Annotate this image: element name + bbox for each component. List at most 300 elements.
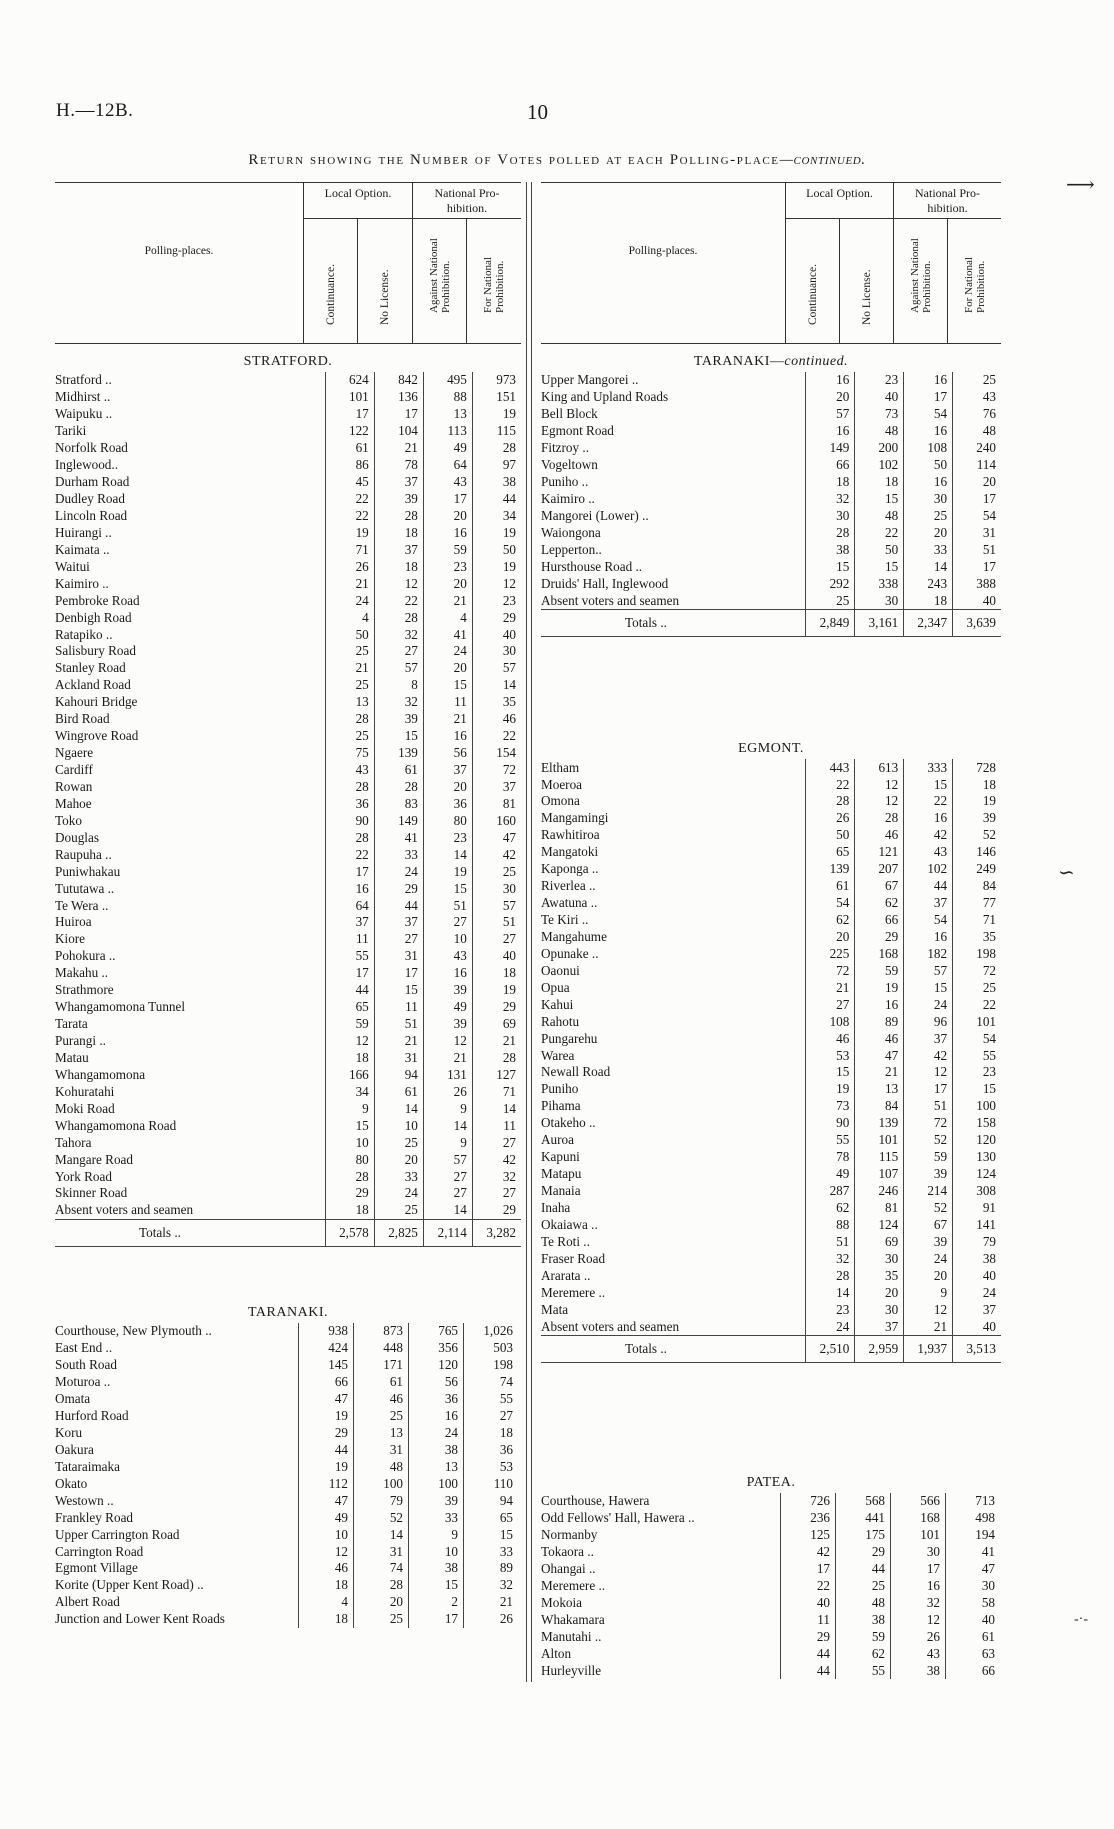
vote-count: 41 (946, 1544, 1001, 1561)
table-row (55, 1458, 518, 1475)
table-row (541, 524, 1001, 541)
vote-count: 10 (299, 1526, 354, 1543)
vote-count: 3,639 (953, 610, 1001, 637)
table-row (55, 406, 521, 423)
vote-count: 33 (409, 1509, 464, 1526)
table-row (55, 1492, 518, 1509)
table-row (541, 878, 1001, 895)
polling-place-name: Okaiawa .. (541, 1216, 598, 1232)
polling-place-name: Pembroke Road (55, 592, 140, 608)
vote-count: 17 (904, 1081, 953, 1098)
vote-count: 75 (325, 745, 374, 762)
polling-place-name: Stanley Road (55, 660, 126, 676)
vote-count: 21 (464, 1594, 519, 1611)
section-taranaki (55, 1303, 521, 1628)
polling-place-name: Whangamomona Tunnel (55, 999, 186, 1015)
vote-count: 200 (855, 440, 904, 457)
vote-count: 32 (806, 1250, 855, 1267)
polling-place-name: Kaponga .. (541, 861, 599, 877)
vote-count: 48 (855, 423, 904, 440)
vote-count: 45 (325, 474, 374, 491)
table-row (55, 1374, 518, 1391)
vote-count: 49 (806, 1166, 855, 1183)
polling-place-name: Moturoa .. (55, 1374, 111, 1390)
vote-count: 42 (781, 1544, 836, 1561)
vote-count: 10 (325, 1134, 374, 1151)
vote-count: 33 (374, 846, 423, 863)
vote-count: 24 (904, 996, 953, 1013)
section-title: EGMONT. (738, 741, 804, 757)
table-row (541, 1629, 1000, 1646)
vote-count: 31 (953, 524, 1001, 541)
table-row (55, 1323, 518, 1340)
vote-count: 3,161 (855, 610, 904, 637)
polling-place-name: Kaimata .. (55, 541, 110, 557)
table-row (55, 1185, 521, 1202)
table-row (541, 861, 1001, 878)
vote-count: 16 (904, 423, 953, 440)
vote-count: 1,026 (464, 1323, 519, 1340)
table-row (541, 962, 1001, 979)
vote-count: 1,937 (904, 1336, 953, 1363)
vote-count: 16 (806, 423, 855, 440)
vote-count: 25 (374, 1202, 423, 1219)
vote-count: 16 (904, 372, 953, 389)
polling-place-name: Purangi .. (55, 1033, 106, 1049)
polling-place-name: Totals .. (541, 610, 806, 637)
header-local-option: Local Option. (785, 183, 893, 219)
vote-count: 26 (806, 810, 855, 827)
vote-count: 18 (953, 776, 1001, 793)
vote-count: 38 (409, 1441, 464, 1458)
table-row (541, 1645, 1000, 1662)
vote-count: 338 (855, 575, 904, 592)
table-row (55, 474, 521, 491)
vote-count: 11 (374, 999, 423, 1016)
table-row (541, 929, 1001, 946)
table-row (541, 1544, 1000, 1561)
polling-place-name: Koru (55, 1424, 83, 1440)
vote-count: 20 (855, 1284, 904, 1301)
vote-count: 15 (904, 776, 953, 793)
vote-count: 2,578 (325, 1219, 374, 1246)
vote-count: 42 (472, 846, 521, 863)
vote-count: 66 (946, 1662, 1001, 1679)
table-row (55, 1117, 521, 1134)
polling-place-name: Manutahi .. (541, 1628, 602, 1644)
vote-count: 47 (299, 1492, 354, 1509)
vote-count: 104 (374, 423, 423, 440)
vote-count: 131 (423, 1066, 472, 1083)
vote-count: 20 (904, 524, 953, 541)
vote-count: 100 (354, 1475, 409, 1492)
header-polling-places: Polling-places. (144, 245, 214, 257)
vote-count: 2 (409, 1594, 464, 1611)
vote-count: 39 (374, 491, 423, 508)
vote-count: 34 (325, 1083, 374, 1100)
vote-count: 27 (464, 1408, 519, 1425)
vote-count: 17 (891, 1561, 946, 1578)
vote-count: 23 (423, 558, 472, 575)
vote-count: 102 (904, 861, 953, 878)
vote-count: 15 (953, 1081, 1001, 1098)
table-row (541, 1149, 1001, 1166)
column-divider (531, 182, 532, 1682)
polling-place-name: Makahu .. (55, 965, 109, 981)
vote-count: 32 (806, 491, 855, 508)
vote-count: 249 (953, 861, 1001, 878)
section-egmont (541, 739, 1001, 1363)
vote-count: 51 (904, 1098, 953, 1115)
table-row (55, 863, 521, 880)
polling-place-name: Kahouri Bridge (55, 694, 138, 710)
vote-count: 48 (836, 1595, 891, 1612)
table-row (55, 948, 521, 965)
polling-place-name: Awatuna .. (541, 895, 598, 911)
vote-count: 11 (472, 1117, 521, 1134)
vote-count: 35 (472, 694, 521, 711)
vote-count: 37 (953, 1301, 1001, 1318)
vote-count: 36 (423, 795, 472, 812)
vote-count: 356 (409, 1340, 464, 1357)
table-row (541, 592, 1001, 609)
vote-count: 79 (354, 1492, 409, 1509)
vote-count: 120 (409, 1357, 464, 1374)
table-row (541, 1216, 1001, 1233)
vote-count: 73 (806, 1098, 855, 1115)
vote-count: 72 (953, 962, 1001, 979)
vote-count: 17 (953, 491, 1001, 508)
polling-place-name: Rahotu (541, 1013, 580, 1029)
vote-count: 88 (806, 1216, 855, 1233)
vote-count: 40 (472, 948, 521, 965)
polling-place-name: Midhirst .. (55, 389, 111, 405)
table-row (55, 1475, 518, 1492)
vote-count: 15 (904, 979, 953, 996)
table-row (55, 982, 521, 999)
polling-place-name: Kaimiro .. (541, 491, 595, 507)
vote-count: 4 (299, 1594, 354, 1611)
table-row (541, 1081, 1001, 1098)
vote-count: 48 (953, 423, 1001, 440)
vote-count: 27 (423, 1185, 472, 1202)
vote-count: 18 (464, 1425, 519, 1442)
vote-count: 15 (325, 1117, 374, 1134)
vote-count: 31 (354, 1441, 409, 1458)
table-row (55, 643, 521, 660)
header-continuance: Continuance. (303, 219, 357, 343)
vote-count: 94 (374, 1066, 423, 1083)
vote-count: 22 (904, 793, 953, 810)
vote-count: 38 (409, 1560, 464, 1577)
polling-place-name: Matapu (541, 1166, 582, 1182)
vote-count: 25 (806, 592, 855, 609)
vote-count: 18 (299, 1611, 354, 1628)
vote-count: 62 (806, 912, 855, 929)
vote-count: 19 (472, 406, 521, 423)
vote-count: 46 (299, 1560, 354, 1577)
vote-count: 28 (325, 779, 374, 796)
vote-count: 2,959 (855, 1336, 904, 1363)
vote-count: 47 (299, 1391, 354, 1408)
vote-count: 21 (325, 575, 374, 592)
vote-count: 17 (325, 406, 374, 423)
vote-count: 100 (409, 1475, 464, 1492)
vote-count: 16 (423, 728, 472, 745)
vote-count: 22 (325, 491, 374, 508)
vote-count: 2,114 (423, 1219, 472, 1246)
header-against-np: Against National Prohibition. (893, 219, 947, 343)
table-row (541, 1030, 1001, 1047)
vote-count: 28 (806, 793, 855, 810)
table-row (541, 996, 1001, 1013)
polling-place-name: East End .. (55, 1340, 113, 1356)
vote-count: 94 (464, 1492, 519, 1509)
vote-count: 22 (472, 728, 521, 745)
vote-count: 72 (806, 962, 855, 979)
polling-place-name: Te Wera .. (55, 897, 109, 913)
vote-count: 12 (325, 1033, 374, 1050)
vote-count: 59 (836, 1629, 891, 1646)
polling-place-name: Whakamara (541, 1612, 605, 1628)
polling-place-name: Norfolk Road (55, 440, 128, 456)
vote-count: 74 (464, 1374, 519, 1391)
table-row (541, 1510, 1000, 1527)
header-polling-places: Polling-places. (628, 245, 698, 257)
vote-count: 66 (806, 457, 855, 474)
vote-count: 25 (472, 863, 521, 880)
vote-count: 52 (904, 1200, 953, 1217)
vote-count: 114 (953, 457, 1001, 474)
vote-count: 28 (325, 711, 374, 728)
table-row (55, 660, 521, 677)
vote-count: 32 (374, 626, 423, 643)
vote-count: 12 (423, 1033, 472, 1050)
vote-count: 39 (423, 982, 472, 999)
vote-count: 24 (953, 1284, 1001, 1301)
vote-count: 125 (781, 1527, 836, 1544)
vote-count: 287 (806, 1183, 855, 1200)
vote-count: 11 (423, 694, 472, 711)
vote-count: 12 (472, 575, 521, 592)
table-row (55, 1066, 521, 1083)
vote-count: 26 (423, 1083, 472, 1100)
vote-count: 168 (855, 945, 904, 962)
vote-count: 873 (354, 1323, 409, 1340)
vote-count: 102 (855, 457, 904, 474)
vote-count: 15 (423, 677, 472, 694)
vote-count: 62 (806, 1200, 855, 1217)
vote-count: 37 (904, 895, 953, 912)
polling-place-name: Egmont Road (541, 423, 614, 439)
polling-place-name: Rowan (55, 778, 93, 794)
vote-count: 32 (374, 694, 423, 711)
vote-count: 13 (409, 1458, 464, 1475)
vote-count: 65 (464, 1509, 519, 1526)
vote-count: 214 (904, 1183, 953, 1200)
polling-place-name: Manaia (541, 1183, 581, 1199)
vote-count: 69 (855, 1233, 904, 1250)
vote-count: 16 (891, 1578, 946, 1595)
vote-count: 40 (781, 1595, 836, 1612)
vote-count: 25 (904, 508, 953, 525)
vote-count: 14 (423, 1202, 472, 1219)
vote-count: 16 (409, 1408, 464, 1425)
vote-count: 198 (953, 945, 1001, 962)
vote-count: 18 (855, 474, 904, 491)
vote-count: 38 (891, 1662, 946, 1679)
vote-count: 55 (953, 1047, 1001, 1064)
vote-count: 22 (953, 996, 1001, 1013)
vote-count: 27 (806, 996, 855, 1013)
vote-count: 53 (464, 1458, 519, 1475)
vote-count: 49 (299, 1509, 354, 1526)
vote-count: 48 (354, 1458, 409, 1475)
vote-count: 225 (806, 945, 855, 962)
vote-count: 158 (953, 1115, 1001, 1132)
polling-place-name: Hurford Road (55, 1408, 129, 1424)
vote-count: 14 (472, 677, 521, 694)
polling-place-name: Raupuha .. (55, 846, 112, 862)
polling-place-name: Vogeltown (541, 457, 598, 473)
vote-count: 55 (325, 948, 374, 965)
vote-count: 24 (904, 1250, 953, 1267)
vote-count: 388 (953, 575, 1001, 592)
table-row (541, 1267, 1001, 1284)
table-row (55, 491, 521, 508)
vote-count: 36 (325, 795, 374, 812)
table-row (55, 914, 521, 931)
vote-count: 37 (423, 762, 472, 779)
polling-place-name: Mangahume (541, 928, 607, 944)
page-title (0, 152, 1114, 169)
vote-count: 65 (806, 844, 855, 861)
table-row (541, 541, 1001, 558)
vote-count: 44 (325, 982, 374, 999)
vote-count: 56 (423, 745, 472, 762)
vote-count: 25 (953, 979, 1001, 996)
vote-count: 765 (409, 1323, 464, 1340)
vote-count: 15 (423, 880, 472, 897)
table-row (55, 1441, 518, 1458)
vote-count: 42 (904, 1047, 953, 1064)
vote-count: 21 (325, 660, 374, 677)
polling-place-name: Absent voters and seamen (541, 1318, 680, 1334)
table-row (55, 508, 521, 525)
vote-count: 566 (891, 1493, 946, 1510)
polling-place-name: Absent voters and seamen (55, 1202, 194, 1218)
vote-count: 16 (904, 474, 953, 491)
vote-count: 28 (325, 1168, 374, 1185)
section-title: TARANAKI. (248, 1304, 328, 1320)
vote-count: 71 (472, 1083, 521, 1100)
vote-count: 22 (855, 524, 904, 541)
polling-place-name: Waitui (55, 558, 90, 574)
vote-count: 51 (472, 914, 521, 931)
vote-count: 243 (904, 575, 953, 592)
table-row (541, 474, 1001, 491)
polling-place-name: Tarata (55, 1016, 88, 1032)
vote-count: 14 (472, 1100, 521, 1117)
polling-place-name: Te Kiri .. (541, 912, 589, 928)
polling-place-name: Lepperton.. (541, 541, 602, 557)
vote-count: 13 (423, 406, 472, 423)
polling-place-name: Kiore (55, 931, 86, 947)
polling-place-name: Tariki (55, 423, 87, 439)
vote-count: 30 (855, 1250, 904, 1267)
vote-count: 33 (374, 1168, 423, 1185)
vote-count: 24 (325, 592, 374, 609)
polling-place-name: Tututawa .. (55, 880, 115, 896)
table-row (55, 880, 521, 897)
vote-count: 40 (946, 1612, 1001, 1629)
vote-count: 49 (423, 999, 472, 1016)
polling-place-name: Albert Road (55, 1594, 120, 1610)
vote-count: 101 (891, 1527, 946, 1544)
vote-count: 18 (299, 1577, 354, 1594)
table-row (541, 776, 1001, 793)
vote-count: 57 (806, 406, 855, 423)
polling-place-name: Odd Fellows' Hall, Hawera .. (541, 1510, 695, 1526)
polling-place-name: Ngaere (55, 745, 94, 761)
vote-count: 40 (855, 389, 904, 406)
vote-count: 34 (472, 508, 521, 525)
vote-count: 4 (325, 609, 374, 626)
vote-count: 30 (472, 880, 521, 897)
vote-count: 47 (472, 829, 521, 846)
vote-count: 49 (423, 440, 472, 457)
vote-count: 24 (806, 1318, 855, 1335)
vote-count: 16 (423, 965, 472, 982)
table-row (55, 711, 521, 728)
vote-count: 30 (472, 643, 521, 660)
table-row (55, 728, 521, 745)
table-row (55, 1168, 521, 1185)
vote-count: 21 (374, 1033, 423, 1050)
vote-count: 46 (855, 1030, 904, 1047)
table-row (55, 372, 521, 389)
vote-count: 44 (904, 878, 953, 895)
polling-place-name: Fitzroy .. (541, 440, 589, 456)
polling-place-name: Whangamomona Road (55, 1117, 177, 1133)
vote-count: 62 (855, 895, 904, 912)
vote-count: 80 (423, 812, 472, 829)
table-row (55, 897, 521, 914)
table-row (541, 1115, 1001, 1132)
polling-place-name: Puniho .. (541, 474, 589, 490)
vote-count: 12 (891, 1612, 946, 1629)
table-row (541, 1318, 1001, 1335)
vote-count: 17 (781, 1561, 836, 1578)
polling-place-name: Douglas (55, 829, 99, 845)
polling-place-name: Druids' Hall, Inglewood (541, 575, 669, 591)
vote-count: 4 (423, 609, 472, 626)
vote-count: 424 (299, 1340, 354, 1357)
table-row (55, 389, 521, 406)
vote-count: 25 (953, 372, 1001, 389)
vote-count: 44 (781, 1662, 836, 1679)
vote-count: 37 (855, 1318, 904, 1335)
table-row (55, 745, 521, 762)
vote-count: 13 (325, 694, 374, 711)
vote-count: 78 (806, 1149, 855, 1166)
vote-count: 58 (946, 1595, 1001, 1612)
polling-place-name: Mokoia (541, 1595, 583, 1611)
polling-place-name: Dudley Road (55, 491, 125, 507)
vote-count: 28 (354, 1577, 409, 1594)
table-row (541, 1098, 1001, 1115)
vote-count: 28 (472, 1050, 521, 1067)
